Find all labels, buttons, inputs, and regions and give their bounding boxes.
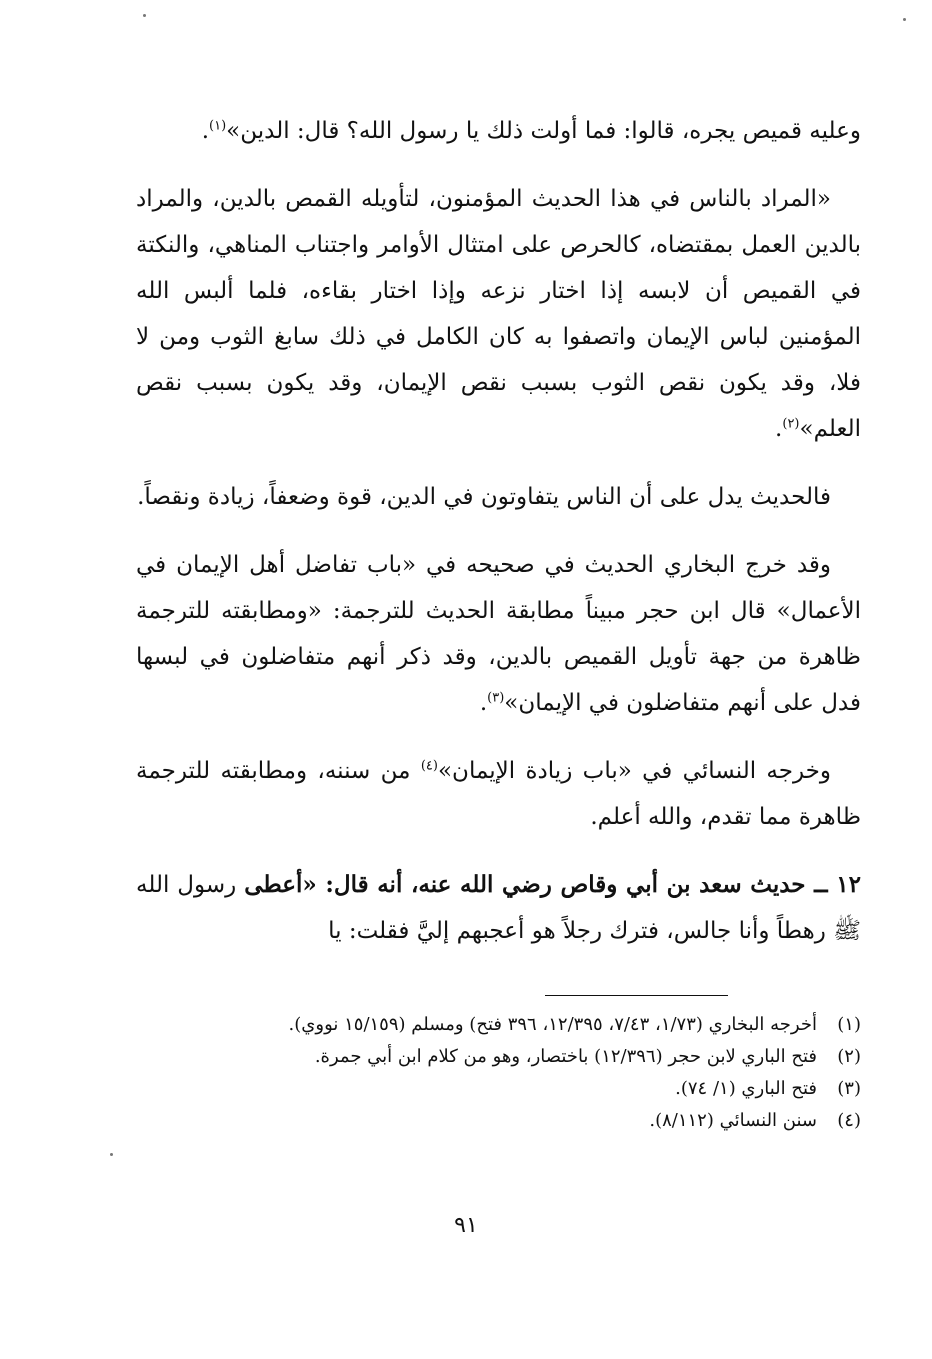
- paragraph-1: [136, 108, 861, 154]
- paragraph-4-text: وقد خرج البخاري الحديث في صحيحه في «باب تفاضل أهل الإيمان في الأعمال» قال ابن حجر مبيناً مطابقة الحديث للترجمة: «ومطابقته للترجمة ظاهرة من جهة تأويل القميص بالدين، وقد ذكر أنهم متفاضلون في لبسها فدل على أنهم متفاضلون في الإيمان»: [136, 552, 861, 716]
- footnote-text: سنن النسائي (٨/١١٢).: [649, 1110, 817, 1131]
- footnote-number: (٣): [837, 1078, 861, 1099]
- paragraph-1-text: وعليه قميص يجره، قالوا: فما أولت ذلك يا رسول الله؟ قال: الدين»: [226, 118, 861, 144]
- period-4: .: [479, 690, 488, 716]
- footnotes: [136, 1010, 861, 1138]
- hadith-text: رسول الله ﷺ رهطاً وأنا جالس، فترك رجلاً هو أعجبهم إليَّ فقلت: يا: [136, 872, 861, 944]
- scan-speck: [903, 18, 906, 21]
- footnote-text: أخرجه البخاري (١/٧٣، ٧/٤٣، ١٢/٣٩٥، ٣٩٦ فتح) ومسلم (١٥/١٥٩ نووي).: [288, 1014, 817, 1035]
- footnote-number: (٤): [837, 1110, 861, 1131]
- period-1: .: [201, 118, 209, 144]
- paragraph-2: [136, 176, 861, 452]
- paragraph-3: فالحديث يدل على أن الناس يتفاوتون في الدين، قوة وضعفاً، زيادة ونقصاً.: [137, 484, 831, 510]
- main-text: [136, 108, 861, 976]
- footnote-number: (٢): [837, 1046, 861, 1067]
- footnote-2: [136, 1042, 861, 1072]
- paragraph-5-text-a: وخرجه النسائي في «باب زيادة الإيمان»: [437, 758, 831, 784]
- footnote-text: فتح الباري (١/ ٧٤).: [675, 1078, 817, 1099]
- footnote-4: [136, 1106, 861, 1136]
- footnote-ref-1: (١): [209, 118, 227, 134]
- paragraph-2-text: «المراد بالناس في هذا الحديث المؤمنون، لتأويله القمص بالدين، والمراد بالدين العمل بمقتضاه، كالحرص على امتثال الأوامر واجتناب المناهي، والنكتة في القميص أن لابسه إذا اختار نزعه وإذا اختار بقاءه، فلما ألبس الله المؤمنين لباس الإيمان واتصفوا به كان الكامل في ذلك سابغ الثوب ومن لا فلا، وقد يكون نقص الثوب بسبب نقص الإيمان، وقد يكون بسبب نقص العلم»: [136, 186, 861, 442]
- hadith-12: [136, 862, 861, 954]
- scan-speck: [110, 1153, 113, 1156]
- footnote-ref-2: (٢): [782, 416, 800, 432]
- page-number: ٩١: [454, 1213, 478, 1238]
- footnote-text: فتح الباري لابن حجر (١٢/٣٩٦) باختصار، وهو من كلام ابن أبي جمرة.: [314, 1046, 817, 1067]
- footnote-1: [136, 1010, 861, 1040]
- footnote-number: (١): [837, 1014, 861, 1035]
- scan-speck: [143, 14, 146, 17]
- hadith-heading: ١٢ ــ حديث سعد بن أبي وقاص رضي الله عنه، أنه قال: «أعطى: [244, 871, 861, 898]
- period-2: .: [775, 416, 783, 442]
- footnote-3: [136, 1074, 861, 1104]
- footnote-separator: [545, 995, 728, 996]
- footnote-ref-3: (٣): [487, 690, 505, 706]
- paragraph-5-text-b: من سننه، ومطابقته للترجمة ظاهرة مما تقدم، والله أعلم.: [136, 758, 861, 830]
- paragraph-4: [136, 542, 861, 726]
- footnote-ref-4: (٤): [420, 758, 438, 774]
- paragraph-5: [136, 748, 861, 840]
